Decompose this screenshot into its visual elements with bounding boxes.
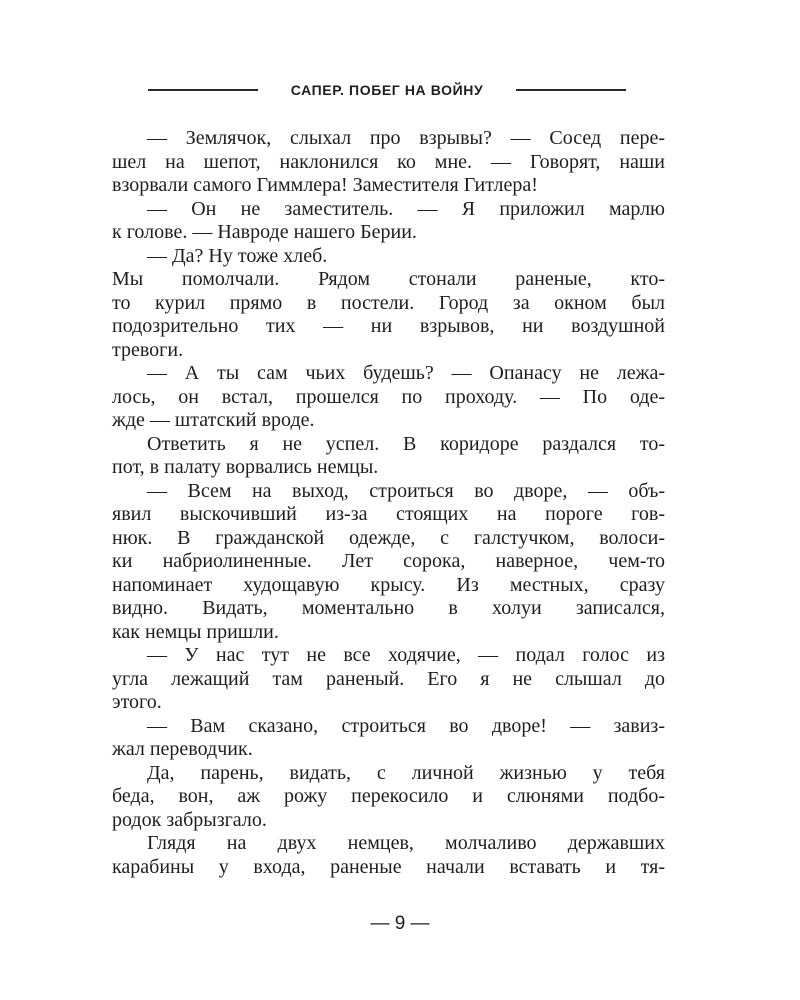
text-line: Ответить я не успел. В коридоре раздался то- (147, 432, 665, 455)
text-line: этого. (112, 691, 162, 713)
running-header (148, 78, 626, 102)
book-title: САПЕР. ПОБЕГ НА ВОЙНУ (290, 82, 484, 98)
text-line: напоминает худощавую крысу. Из местных, сразу (112, 573, 665, 596)
text-line: шел на шепот, наклонился ко мне. — Говорят, наши (112, 150, 665, 173)
text-line: взорвали самого Гиммлера! Заместителя Гитлера! (112, 174, 538, 196)
text-line: подозрительно тих — ни взрывов, ни воздушной (112, 315, 665, 337)
text-line: Да, парень, видать, с личной жизнью у тебя (147, 761, 665, 784)
text-line: жал переводчик. (112, 738, 253, 760)
text-line: пот, в палату ворвались немцы. (112, 456, 379, 478)
text-line: — Он не заместитель. — Я приложил марлю (147, 197, 665, 220)
text-line: нюк. В гражданской одежде, с галстучком, волоси- (112, 526, 665, 549)
text-line: явил выскочивший из-за стоящих на пороге гов- (112, 503, 665, 525)
header-rule-right (516, 89, 626, 91)
text-line: — А ты сам чьих будешь? — Опанасу не лежа- (147, 362, 665, 384)
text-line: беда, вон, аж рожу перекосило и слюнями подбо- (112, 785, 665, 807)
text-line: — Вам сказано, строиться во дворе! — завиз- (147, 714, 665, 737)
body-text (112, 127, 665, 879)
text-line: лось, он встал, прошелся по проходу. — По оде- (112, 385, 665, 408)
text-line: жде — штатский вроде. (112, 409, 315, 431)
text-line: к голове. — Навроде нашего Берии. (112, 221, 417, 243)
text-line: ки набриолиненные. Лет сорока, наверное, чем-то (112, 550, 665, 572)
text-line: родок забрызгало. (112, 808, 267, 831)
text-line: — У нас тут не все ходячие, — подал голос из (147, 644, 665, 666)
text-line: — Всем на выход, строиться во дворе, — объ- (147, 479, 665, 502)
text-line: — Землячок, слыхал про взрывы? — Сосед пере- (147, 127, 665, 149)
text-line: то курил прямо в постели. Город за окном был (112, 291, 665, 314)
page-number: — 9 — (370, 913, 430, 934)
text-line: — Да? Ну тоже хлеб. (147, 244, 328, 267)
text-line: Мы помолчали. Рядом стонали раненые, кто- (112, 268, 665, 290)
header-rule-left (148, 89, 258, 91)
text-line: тревоги. (112, 338, 184, 361)
text-line: карабины у входа, раненые начали вставать и тя- (112, 855, 665, 878)
text-line: как немцы пришли. (112, 620, 279, 643)
text-line: Глядя на двух немцев, молчаливо державших (147, 832, 665, 854)
text-line: угла лежащий там раненый. Его я не слышал до (112, 667, 665, 690)
text-line: видно. Видать, моментально в холуи записался, (112, 597, 665, 619)
